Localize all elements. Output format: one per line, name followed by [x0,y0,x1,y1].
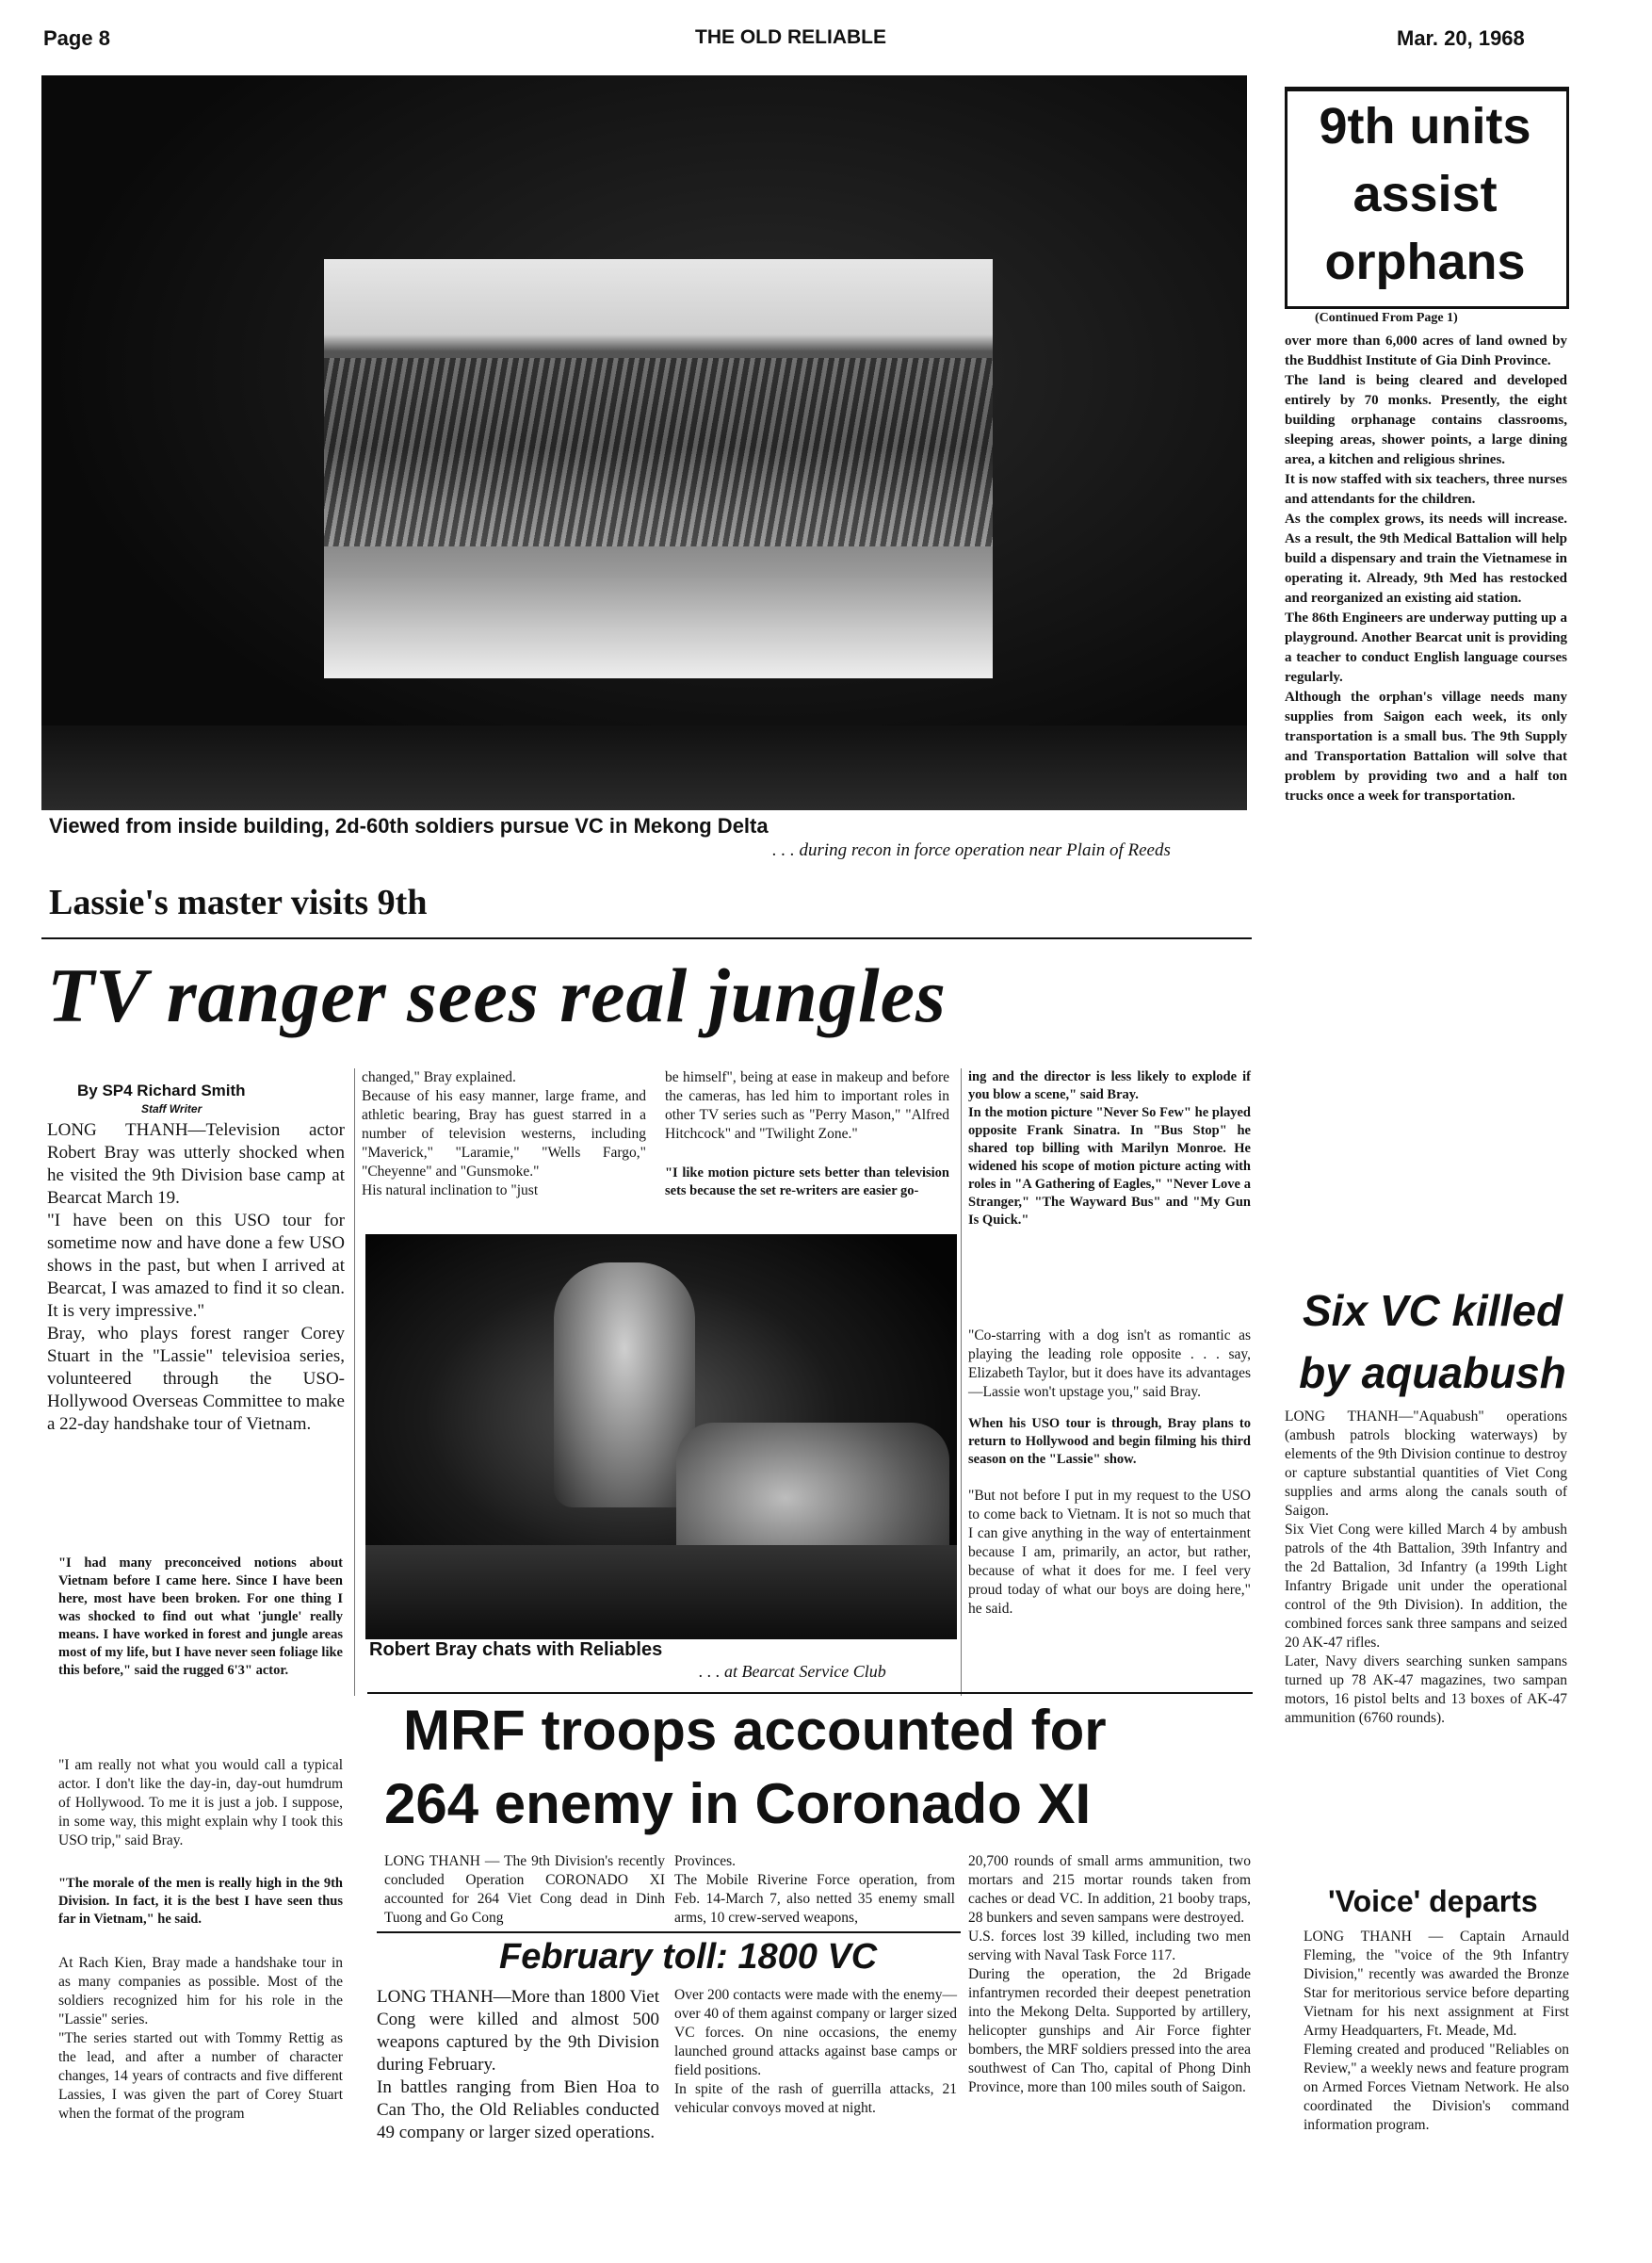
aquabush-body: LONG THANH—"Aquabush" operations (ambush patrols blocking waterways) by elements of the 9th Division continue to destroy or capture substantial quantities of Viet Cong supplies and arms along the canals south of Saigon. Six Viet Cong were killed March 4 by ambush patrols of the 4th Battalion, 39th Infantry and the 2d Battalion, 3d Infantry (a 199th Light Infantry Brigade unit under the operational control of the 9th Division). In addition, the combined forces sank three sampans and seized 20 AK-47 rifles. Later, Navy divers searching sunken sampans turned up 78 AK-47 magazines, two sampan motors, 16 pistol belts and 13 boxes of AK-47 ammunition (6760 rounds). [1285,1408,1567,1726]
mrf-headline-line1: MRF troops accounted for [403,1699,1107,1762]
lassie-col2-text: changed," Bray explained. Because of his easy manner, large frame, and athletic bearing, Bray has guest starred in a number of television westerns, including "Maverick," "Laramie," "Wells Fargo," "Cheyenne" and "Gunsmoke." His natural inclination to "just [362,1069,646,1198]
bray-figure [554,1262,695,1507]
issue-date: Mar. 20, 1968 [1397,26,1525,50]
page-number: Page 8 [43,26,110,50]
february-col2-text: Over 200 contacts were made with the enemy—over 40 of them against company or larger sized VC forces. On nine occasions, the enemy launched ground attacks against base camps or field positions. In spite of the rash of guerrilla attacks, 21 vehicular convoys moved at night. [674,1987,957,2116]
lassie-col4-quote: "Co-starring with a dog isn't as romantic as playing the leading role opposite . . . say, Elizabeth Taylor, but it does have its advantages—Lassie won't upstage you," said Bray. [968,1327,1251,1400]
photo-foliage [324,358,993,546]
orphans-continued: (Continued From Page 1) [1315,311,1458,325]
voice-headline: 'Voice' departs [1328,1884,1538,1918]
february-col1-text: LONG THANH—More than 1800 Viet Cong were killed and almost 500 weapons captured by the 9th Division during February. In battles ranging from Bien Hoa to Can Tho, the Old Reliables conducted 49 company or larger sized operations. [377,1987,660,2142]
photo-floor [41,725,1247,810]
bray-photo [365,1234,957,1639]
lassie-byline: By SP4 Richard Smith [77,1082,246,1099]
lassie-col4-plans: When his USO tour is through, Bray plans to return to Hollywood and begin filming his third season on the "Lassie" show. [968,1416,1251,1467]
lassie-col4-text: ing and the director is less likely to explode if you blow a scene," said Bray. In the motion picture "Never So Few" he played opposite Frank Sinatra. In "Bus Stop" he shared top billing with Marilyn Monroe. He widened his scope of motion picture acting with roles in "A Gathering of Eagles," "Never Love a Stranger," "The Wayward Bus" and "My Gun Is Quick." [968,1069,1251,1228]
lassie-col1-text-c: At Rach Kien, Bray made a handshake tour in as many companies as possible. Most of the soldiers recognized him for his role in the "Lassie" series. "The series started out with Tommy Rettig as the lead, and after a number of character changes, 14 years of contracts and five different Lassies, I was given the part of Corey Stuart when the format of the program [58,1955,343,2122]
orphans-headline: 9th units assist orphans [1319,98,1531,290]
table-surface [365,1545,957,1639]
february-top-rule [377,1931,961,1933]
column-divider [961,1068,962,1696]
lassie-col1-quote2: "The morale of the men is really high in the 9th Division. In fact, it is the best I have seen thus far in Vietnam," he said. [58,1876,343,1927]
lassie-col4-text-b: "But not before I put in my request to the USO to come back to Vietnam. It is not so much that I can give anything in the way of entertainment because I am, primarily, an actor, but rather, because of what it does for me. I feel very proud today of what our boys are doing here," he said. [968,1488,1251,1617]
lassie-col3-text: be himself", being at ease in makeup and before the cameras, has led him to important roles in other TV series such as "Perry Mason," "Alfred Hitchcock" and "Twilight Zone." [665,1069,949,1142]
lassie-kicker: Lassie's master visits 9th [49,883,428,922]
february-headline: February toll: 1800 VC [499,1937,878,1977]
lassie-headline: TV ranger sees real jungles [47,952,947,1038]
newspaper-name: THE OLD RELIABLE [695,26,886,48]
kicker-rule [41,937,1252,939]
mrf-col3-text: 20,700 rounds of small arms ammunition, two mortars and 215 mortar rounds taken from caches or dead VC. In addition, 21 booby traps, 28 bunkers and seven sampans were destroyed. U.S. forces lost 39 killed, including two men serving with Naval Task Force 117. During the operation, the 2d Brigade infantrymen recorded their deepest penetration into the Mekong Delta. Supported by artillery, helicopter gunships and Air Force fighter bombers, the MRF soldiers pressed into the area southwest of Can Tho, capital of Phong Dinh Province, more than 100 miles south of Saigon. [968,1853,1251,2095]
lassie-col1-quote: "I had many preconceived notions about Vietnam before I came here. Since I have been here, most have been broken. For one thing I was shocked to find out what 'jungle' really means. I have worked in forest and jungle areas most of my life, but I have never seen foliage like this before," said the rugged 6'3" actor. [58,1555,343,1678]
mrf-col2-text: Provinces. The Mobile Riverine Force operation, from Feb. 14-March 7, also netted 35 enemy small arms, 10 crew-served weapons, [674,1853,955,1926]
aquabush-headline: Six VC killed by aquabush [1299,1286,1566,1397]
voice-body: LONG THANH — Captain Arnauld Fleming, the "voice of the 9th Infantry Division," recently was awarded the Bronze Star for meritorious service before departing Vietnam for his next assignment at First Army Headquarters, Ft. Meade, Md. Fleming created and produced "Reliables on Review," a weekly news and feature program on Armed Forces Vietnam Network. He also coordinated the Division's command information program. [1304,1929,1569,2133]
lassie-col1-text: LONG THANH—Television actor Robert Bray was utterly shocked when he visited the 9th Division base camp at Bearcat March 19. "I have been on this USO tour for sometime now and have done a few USO shows in the past, but when I arrived at Bearcat, I was amazed to find it so clean. It is very impressive." Bray, who plays forest ranger Corey Stuart in the "Lassie" televisioa series, volunteered through the USO-Hollywood Overseas Committee to make a 22-day handshake tour of Vietnam. [47,1120,345,1434]
top-photo-caption: Viewed from inside building, 2d-60th soldiers pursue VC in Mekong Delta [49,814,769,838]
top-photo-subcaption: . . . during recon in force operation near Plain of Reeds [772,840,1171,860]
mrf-headline-line2: 264 enemy in Coronado XI [384,1772,1092,1835]
bray-photo-caption: Robert Bray chats with Reliables [369,1639,663,1660]
lassie-col3-quote: "I like motion picture sets better than television sets because the set re-writers are easier go- [665,1165,949,1198]
orphans-body: over more than 6,000 acres of land owned by the Buddhist Institute of Gia Dinh Province. The land is being cleared and developed entirely by 70 monks. Presently, the eight building orphanage contains classrooms, sleeping areas, shower points, a large dining area, a kitchen and religious shrines. It is now staffed with six teachers, three nurses and attendants for the children. As the complex grows, its needs will increase. As a result, the 9th Medical Battalion will help build a dispensary and train the Vietnamese in operating it. Already, 9th Med has restocked and reorganized an existing aid station. The 86th Engineers are underway putting up a playground. Another Bearcat unit is providing a teacher to conduct English language courses regularly. Although the orphan's village needs many supplies from Saigon each week, its only transportation is a small bus. The 9th Supply and Transportation Battalion will solve that problem by providing two and a half ton trucks once a week for transportation. [1285,334,1567,804]
lassie-col1-text-b: "I am really not what you would call a typical actor. I don't like the day-in, day-out humdrum of Hollywood. To me it is just a job. I suppose, in some way, this might explain why I took this USO trip," said Bray. [58,1757,343,1848]
bray-photo-subcaption: . . . at Bearcat Service Club [699,1662,886,1681]
lassie-byline-role: Staff Writer [141,1102,202,1115]
mrf-col1-text: LONG THANH — The 9th Division's recently concluded Operation CORONADO XI accounted for 264 Viet Cong dead in Dinh Tuong and Go Cong [384,1853,665,1926]
column-divider [354,1068,355,1696]
top-photo [41,75,1247,810]
